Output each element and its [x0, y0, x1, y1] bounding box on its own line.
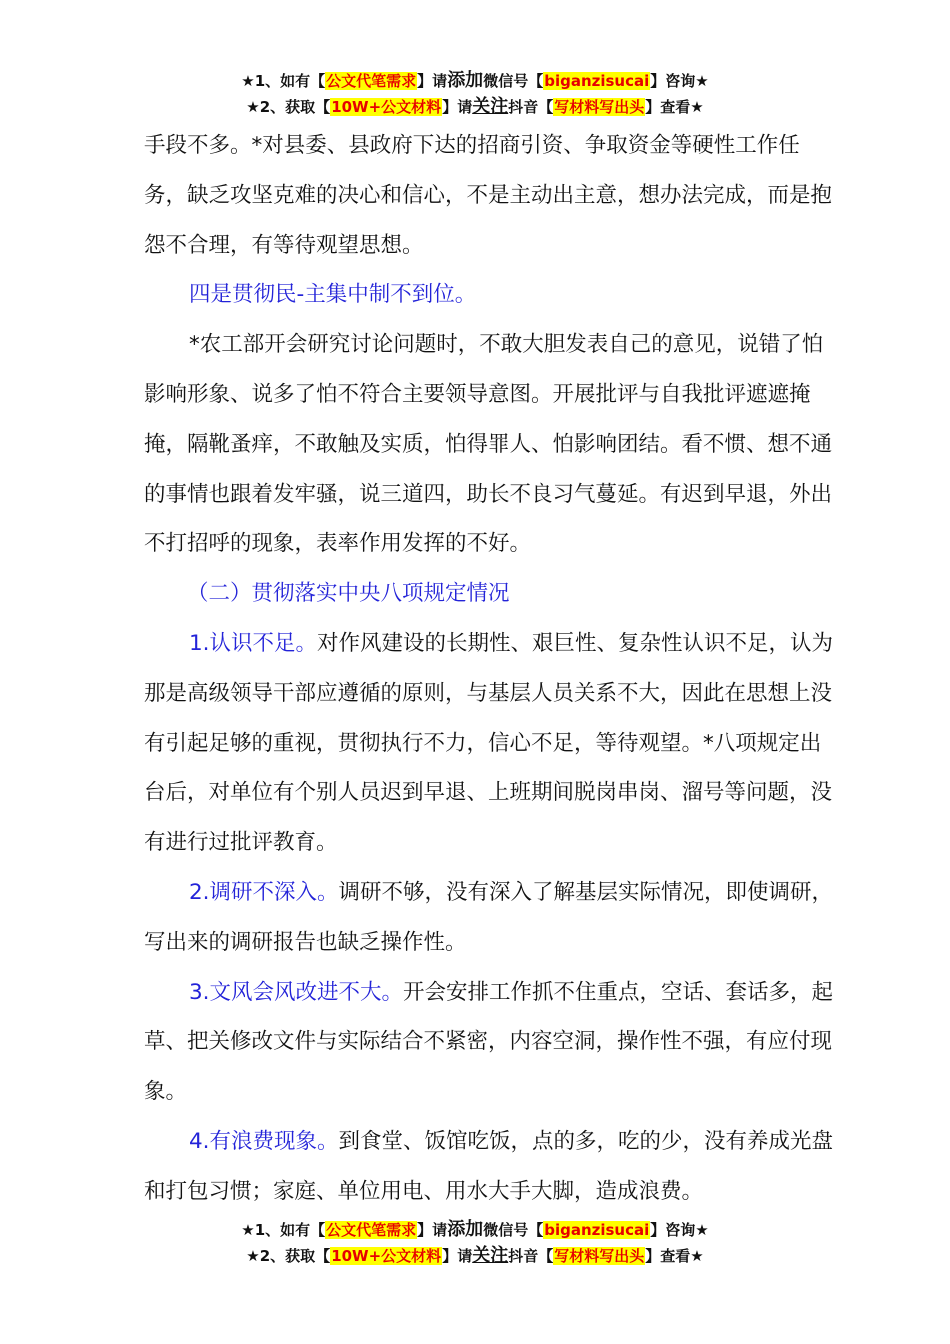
- item-body: 调研不够，没有深入了解基层实际情况，即使调研，写出来的调研报告也缺乏操作性。: [144, 879, 834, 955]
- banner-text: 微信号【: [483, 1221, 544, 1239]
- banner-text: 】查看★: [645, 98, 704, 116]
- banner-line-1: [0, 1217, 950, 1243]
- item-body: 开会安排工作抓不住重点，空话、套话多，起草、把关修改文件与实际结合不紧密，内容空洞，操作性不强，有应付现象。: [144, 979, 834, 1105]
- banner-emphasis: 关注: [472, 1245, 509, 1266]
- banner-text: ★1、如有【: [241, 72, 326, 90]
- item-body: 到食堂、饭馆吃饭，点的多，吃的少，没有养成光盘和打包习惯；家庭、单位用电、用水大手大脚，造成浪费。: [144, 1128, 834, 1204]
- banner-highlight: 写材料写出头: [554, 98, 645, 116]
- banner-text: 】咨询★: [650, 72, 709, 90]
- banner-text: 】请: [417, 72, 448, 90]
- banner-text: 】请: [442, 1247, 473, 1265]
- banner-highlight: 10W+公文材料: [331, 98, 442, 116]
- banner-text: 】请: [417, 1221, 448, 1239]
- banner-text: 抖音【: [508, 98, 554, 116]
- banner-line-1: [0, 68, 950, 94]
- banner-text: 微信号【: [483, 72, 544, 90]
- banner-highlight: 10W+公文材料: [331, 1247, 442, 1265]
- item-heading: 1.认识不足。: [189, 630, 318, 656]
- banner-emphasis: 添加: [447, 70, 484, 91]
- banner-highlight: biganzisucai: [544, 72, 650, 90]
- list-item: [144, 619, 834, 868]
- list-item: [144, 868, 834, 968]
- banner-text: 】咨询★: [650, 1221, 709, 1239]
- item-heading: 4.有浪费现象。: [189, 1128, 339, 1154]
- list-item: [144, 1117, 834, 1217]
- item-heading: 2.调研不深入。: [189, 879, 339, 905]
- section-heading: 四是贯彻民-主集中制不到位。: [189, 282, 477, 308]
- banner-emphasis: 关注: [472, 96, 509, 117]
- banner-line-2: [0, 1243, 950, 1269]
- banner-highlight: 公文代笔需求: [326, 1221, 417, 1239]
- banner-text: ★2、获取【: [246, 1247, 331, 1265]
- banner-emphasis: 添加: [447, 1219, 484, 1240]
- item-body: 对作风建设的长期性、艰巨性、复杂性认识不足，认为那是高级领导干部应遵循的原则，与基层人员关系不大，因此在思想上没有引起足够的重视，贯彻执行不力，信心不足，等待观望。*八项规定出台后，对单位有个别人员迟到早退、上班期间脱岗串岗、溜号等问题，没有进行过批评教育。: [144, 630, 834, 856]
- paragraph: *农工部开会研究讨论问题时，不敢大胆发表自己的意见，说错了怕影响形象、说多了怕不符合主要领导意图。开展批评与自我批评遮遮掩掩，隔靴蚤痒，不敢触及实质，怕得罪人、怕影响团结。看不惯、想不通的事情也跟着发牢骚，说三道四，助长不良习气蔓延。有迟到早退，外出不打招呼的现象，表率作用发挥的不好。: [144, 332, 833, 557]
- paragraph: 手段不多。*对县委、县政府下达的招商引资、争取资金等硬性工作任务，缺乏攻坚克难的决心和信心，不是主动出主意，想办法完成，而是抱怨不合理，有等待观望思想。: [144, 133, 833, 258]
- banner-highlight: 公文代笔需求: [326, 72, 417, 90]
- item-heading: 3.文风会风改进不大。: [189, 979, 404, 1005]
- banner-text: 抖音【: [508, 1247, 554, 1265]
- banner-text: ★2、获取【: [246, 98, 331, 116]
- banner-text: 】查看★: [645, 1247, 704, 1265]
- banner-highlight: biganzisucai: [544, 1221, 650, 1239]
- list-item: [144, 968, 834, 1117]
- banner-highlight: 写材料写出头: [554, 1247, 645, 1265]
- document-body: [144, 121, 834, 1217]
- banner-line-2: [0, 94, 950, 120]
- section-heading: （二）贯彻落实中央八项规定情况: [187, 581, 510, 607]
- banner-text: ★1、如有【: [241, 1221, 326, 1239]
- header-banner: [0, 68, 950, 120]
- footer-banner: [0, 1217, 950, 1269]
- banner-text: 】请: [442, 98, 473, 116]
